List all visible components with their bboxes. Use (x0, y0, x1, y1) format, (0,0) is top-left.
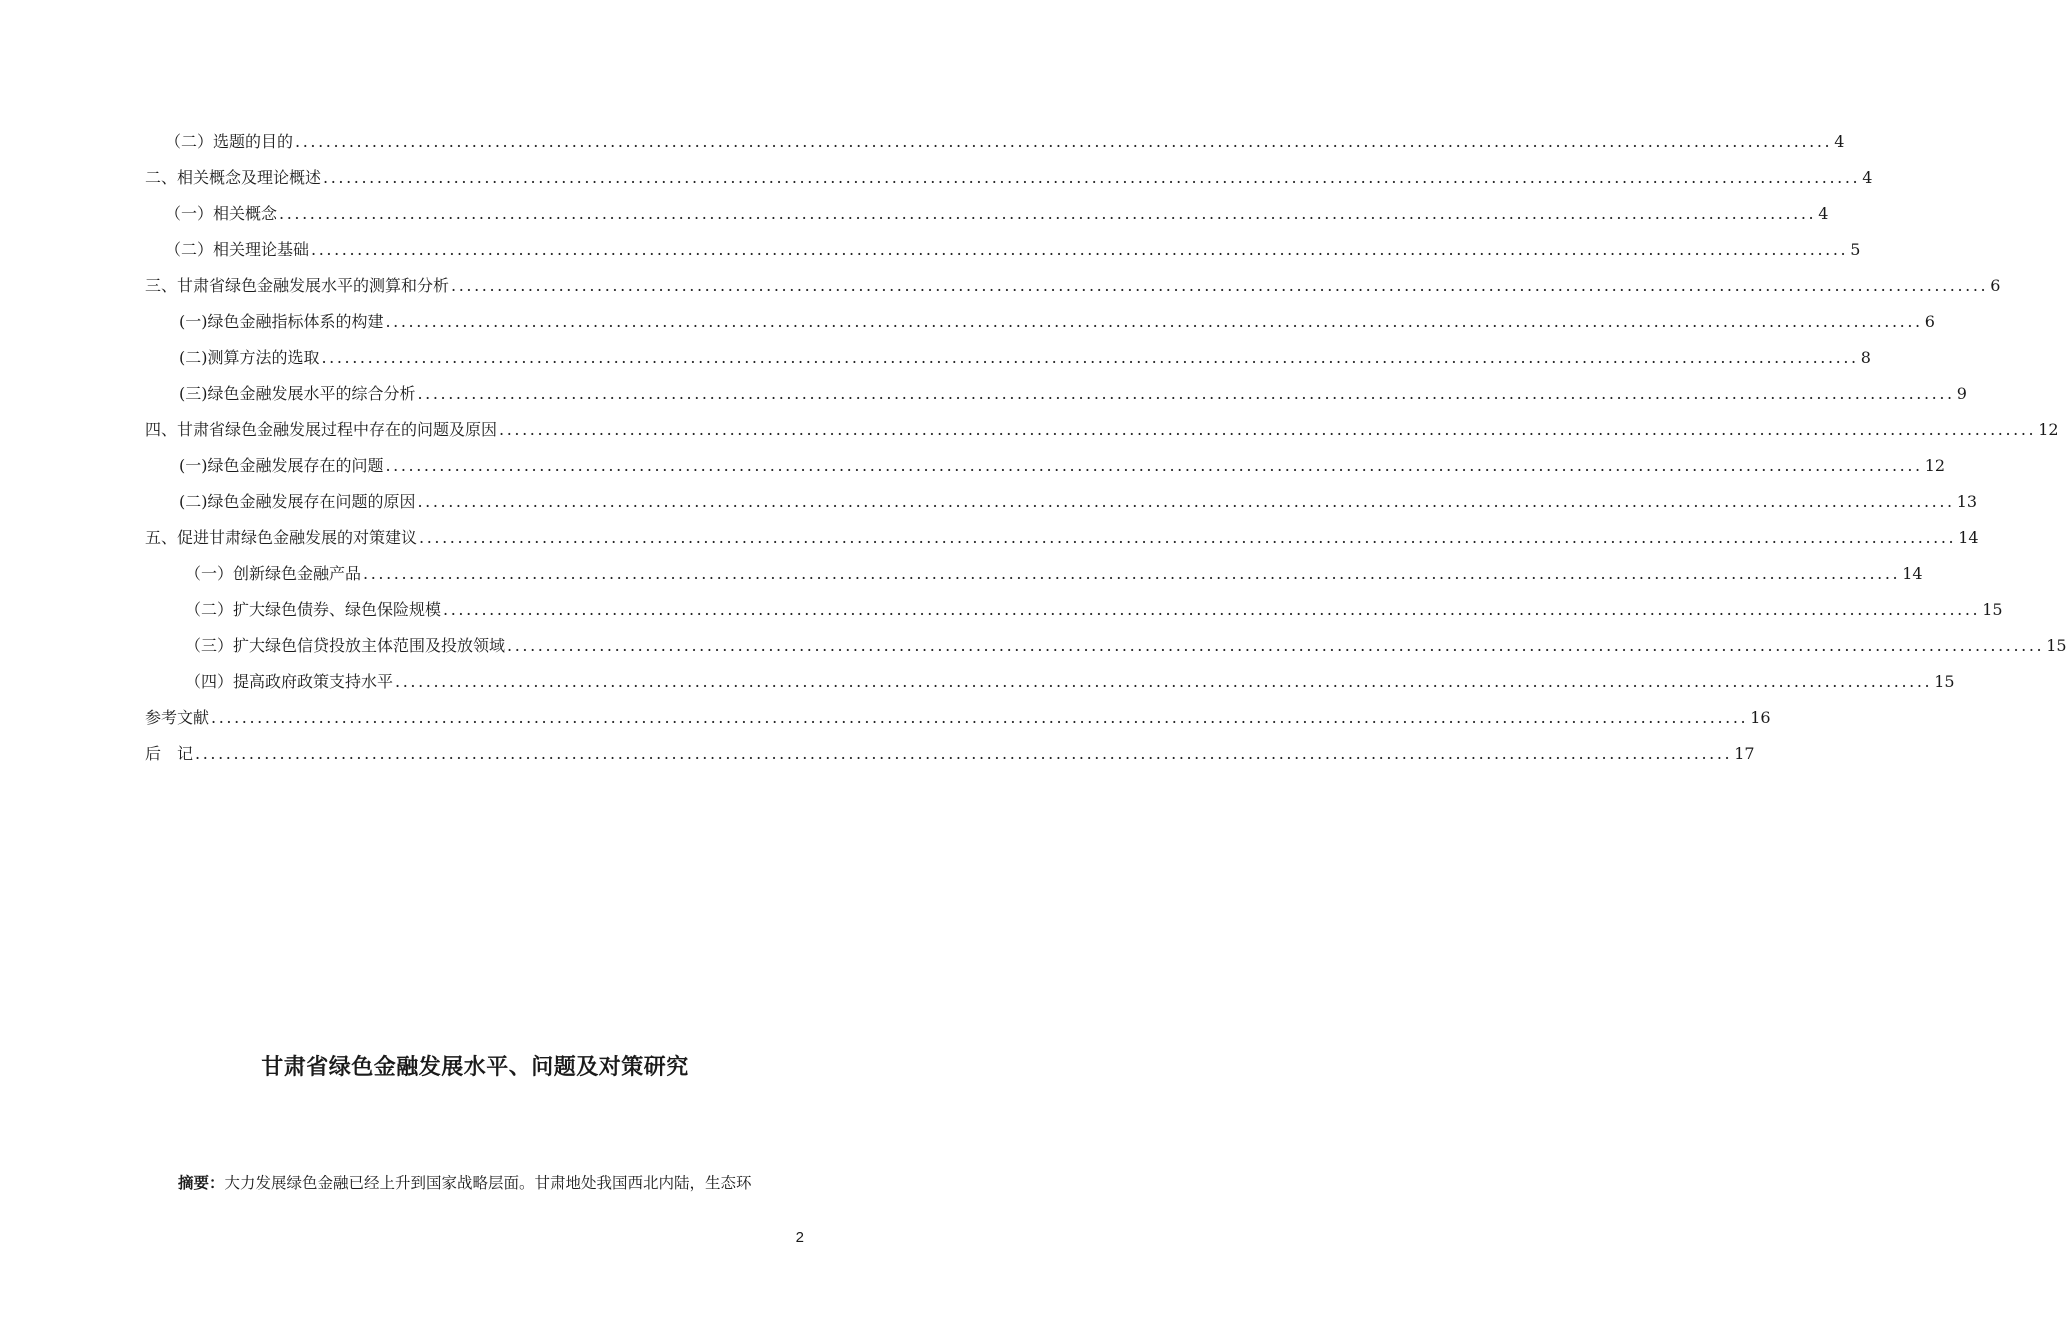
toc-entry[interactable] (145, 304, 1935, 340)
toc-leader-dots: ........................................................................................................................................................................................................ (385, 312, 1923, 331)
toc-leader-dots: ........................................................................................................................................................................................................ (195, 744, 1733, 763)
toc-leader-dots: ........................................................................................................................................................................................................ (363, 564, 1901, 583)
toc-entry-label: （二）扩大绿色债券、绿色保险规模 (185, 600, 442, 619)
toc-entry-label: (二)测算方法的选取 (179, 348, 320, 367)
toc-leader-dots: ........................................................................................................................................................................................................ (311, 240, 1849, 259)
toc-entry-label: (一)绿色金融指标体系的构建 (179, 312, 384, 331)
toc-entry[interactable] (145, 736, 1755, 772)
toc-entry[interactable] (145, 376, 1967, 412)
toc-leader-dots: ........................................................................................................................................................................................................ (385, 456, 1923, 475)
toc-entry-page: 12 (2038, 420, 2059, 439)
toc-entry-page: 13 (1956, 492, 1978, 511)
toc-entry-page: 8 (1860, 348, 1871, 367)
toc-entry-label: （二）选题的目的 (165, 132, 294, 151)
toc-leader-dots: ........................................................................................................................................................................................................ (443, 600, 1981, 619)
toc-entry-page: 9 (1956, 384, 1967, 403)
toc-entry-page: 15 (1934, 672, 1955, 691)
toc-entry-page: 4 (1818, 204, 1829, 223)
toc-entry-label: 参考文献 (145, 708, 210, 727)
abstract-label: 摘要： (178, 1174, 225, 1192)
toc-entry-label: 二、相关概念及理论概述 (145, 168, 322, 187)
toc-entry[interactable] (145, 448, 1946, 484)
toc-leader-dots: ........................................................................................................................................................................................................ (211, 708, 1749, 727)
toc-entry[interactable] (145, 592, 2003, 628)
paper-title: 甘肃省绿色金融发展水平、问题及对策研究 (261, 1055, 689, 1080)
toc-entry-label: （一）相关概念 (165, 204, 278, 223)
toc-leader-dots: ........................................................................................................................................................................................................ (419, 528, 1957, 547)
toc-entry-page: 17 (1734, 744, 1755, 763)
toc-entry-label: (二)绿色金融发展存在问题的原因 (179, 492, 416, 511)
toc-entry-label: （一）创新绿色金融产品 (185, 564, 362, 583)
toc-entry-label: (三)绿色金融发展水平的综合分析 (179, 384, 416, 403)
toc-entry[interactable] (145, 484, 1978, 520)
table-of-contents (145, 124, 2067, 772)
toc-leader-dots: ........................................................................................................................................................................................................ (323, 168, 1861, 187)
toc-entry-page: 14 (1958, 528, 1979, 547)
toc-entry-page: 4 (1862, 168, 1873, 187)
toc-entry-label: （三）扩大绿色信贷投放主体范围及投放领域 (185, 636, 506, 655)
toc-leader-dots: ........................................................................................................................................................................................................ (417, 492, 1955, 511)
toc-entry[interactable] (145, 268, 2001, 304)
toc-entry[interactable] (145, 700, 1771, 736)
toc-entry-page: 14 (1902, 564, 1923, 583)
toc-leader-dots: ........................................................................................................................................................................................................ (451, 276, 1989, 295)
toc-entry-label: （四）提高政府政策支持水平 (185, 672, 394, 691)
toc-entry-page: 15 (1982, 600, 2003, 619)
abstract-text: 大力发展绿色金融已经上升到国家战略层面。甘肃地处我国西北内陆，生态环 (224, 1174, 752, 1192)
toc-entry-label: 三、甘肃省绿色金融发展水平的测算和分析 (145, 276, 450, 295)
toc-entry-label: 后 记 (145, 744, 194, 763)
toc-entry[interactable] (145, 196, 1829, 232)
toc-entry[interactable] (145, 124, 1845, 160)
toc-entry-page: 12 (1924, 456, 1946, 475)
toc-entry-label: （二）相关理论基础 (165, 240, 310, 259)
toc-entry-page: 6 (1924, 312, 1935, 331)
toc-leader-dots: ........................................................................................................................................................................................................ (321, 348, 1859, 367)
page-number: 2 (795, 1229, 804, 1246)
toc-leader-dots: ........................................................................................................................................................................................................ (295, 132, 1833, 151)
toc-entry[interactable] (145, 556, 1923, 592)
toc-entry[interactable] (145, 412, 2059, 448)
toc-entry-page: 6 (1990, 276, 2001, 295)
toc-entry-label: 四、甘肃省绿色金融发展过程中存在的问题及原因 (145, 420, 498, 439)
toc-entry-label: (一)绿色金融发展存在的问题 (179, 456, 384, 475)
toc-entry-page: 5 (1850, 240, 1861, 259)
toc-leader-dots: ........................................................................................................................................................................................................ (395, 672, 1933, 691)
toc-entry-label: 五、促进甘肃绿色金融发展的对策建议 (145, 528, 418, 547)
toc-entry[interactable] (145, 664, 1955, 700)
toc-entry-page: 16 (1750, 708, 1771, 727)
toc-entry[interactable] (145, 232, 1861, 268)
toc-entry[interactable] (145, 628, 2067, 664)
toc-entry-page: 4 (1834, 132, 1845, 151)
toc-leader-dots: ........................................................................................................................................................................................................ (499, 420, 2037, 439)
toc-leader-dots: ........................................................................................................................................................................................................ (417, 384, 1955, 403)
toc-entry[interactable] (145, 340, 1871, 376)
toc-entry-page: 15 (2046, 636, 2067, 655)
toc-leader-dots: ........................................................................................................................................................................................................ (507, 636, 2045, 655)
toc-entry[interactable] (145, 520, 1979, 556)
toc-leader-dots: ........................................................................................................................................................................................................ (279, 204, 1817, 223)
abstract (178, 1171, 752, 1193)
toc-entry[interactable] (145, 160, 1873, 196)
